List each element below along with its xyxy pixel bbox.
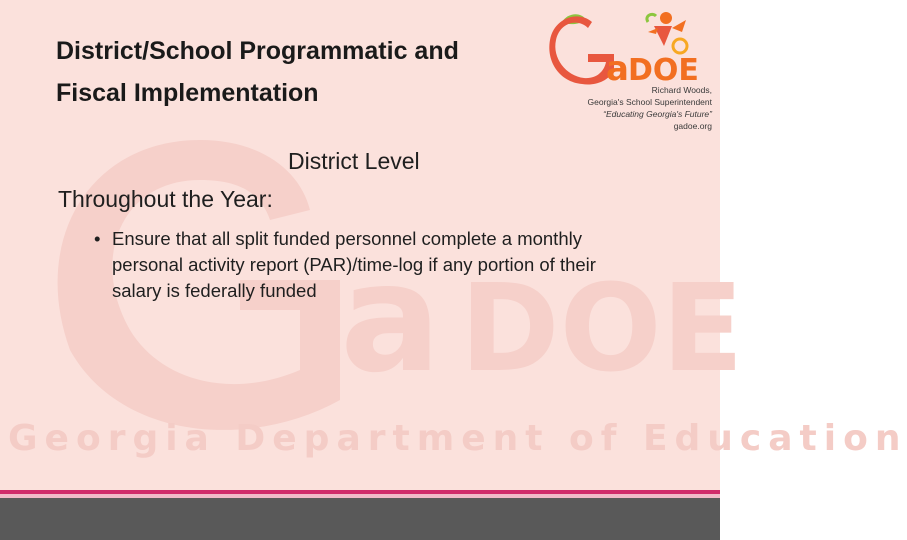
svg-text:a: a	[606, 49, 629, 89]
credits	[512, 84, 712, 132]
credits-website: gadoe.org	[673, 121, 712, 131]
lead-text: Throughout the Year:	[58, 186, 273, 212]
footer-bar	[0, 498, 720, 540]
svg-text:DOE: DOE	[460, 260, 744, 399]
svg-text:a: a	[340, 232, 442, 406]
credits-motto: “Educating Georgia's Future”	[603, 109, 712, 119]
gadoe-logo	[548, 6, 716, 88]
bullet-item	[94, 226, 614, 304]
bullet-text: Ensure that all split funded personnel complete a monthly personal activity report (PAR)/time-log if any portion of their salary is federally funded	[112, 228, 596, 301]
bullet-dot-icon: •	[94, 228, 101, 249]
watermark-text: Georgia Department of Education	[8, 418, 907, 459]
svg-text:DOE: DOE	[628, 53, 699, 88]
subheading: District Level	[288, 148, 420, 174]
credits-role: Georgia's School Superintendent	[587, 97, 712, 107]
credits-name: Richard Woods,	[651, 85, 712, 95]
slide-title: District/School Programmatic and Fiscal Implementation	[56, 37, 459, 107]
